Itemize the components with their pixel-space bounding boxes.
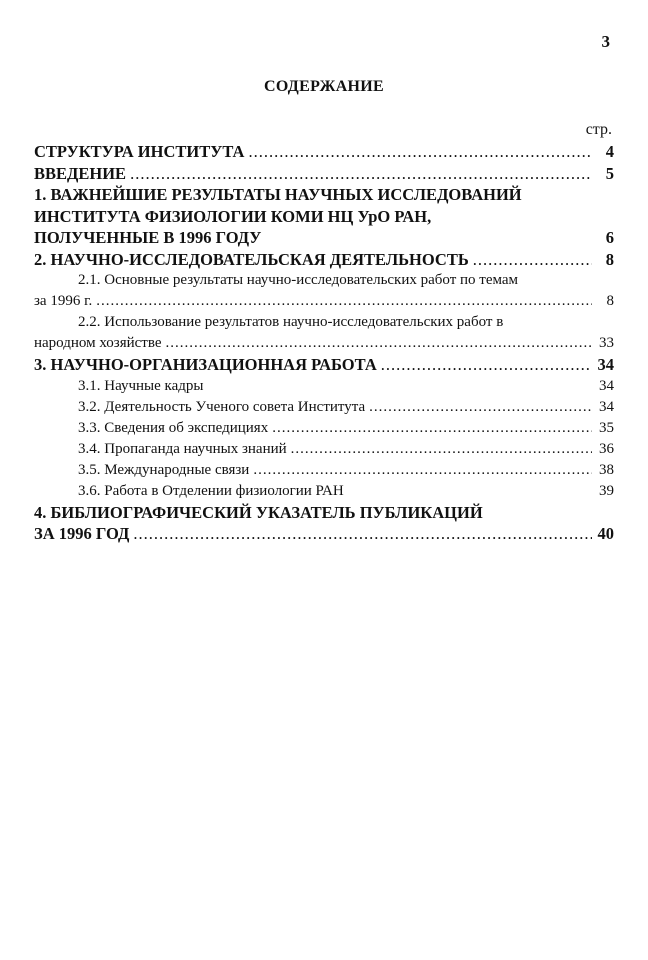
- dot-leader: [248, 141, 592, 163]
- dot-leader: [253, 460, 592, 481]
- dot-leader: [133, 523, 592, 545]
- toc-entry-text-line1: 2.1. Основные результаты научно-исследовательских работ по темам: [78, 272, 519, 288]
- toc-entry-section-2-1: [34, 270, 614, 312]
- toc-entry-text-line1: 1. ВАЖНЕЙШИЕ РЕЗУЛЬТАТЫ НАУЧНЫХ ИССЛЕДОВАНИЙ: [34, 185, 522, 204]
- dot-leader: [130, 163, 592, 185]
- toc-entry-text: 3.2. Деятельность Ученого совета Института: [78, 398, 366, 415]
- toc-entry-page: 6: [605, 228, 614, 247]
- toc-entry-text: 2. НАУЧНО-ИССЛЕДОВАТЕЛЬСКАЯ ДЕЯТЕЛЬНОСТЬ: [34, 249, 469, 269]
- toc-entry-text-line2: ИНСТИТУТА ФИЗИОЛОГИИ КОМИ НЦ УрО РАН,: [34, 206, 432, 226]
- toc-entry-page: 8: [606, 293, 614, 309]
- dot-leader: [381, 354, 592, 376]
- table-of-contents: [34, 141, 614, 545]
- toc-entry-section-1: [34, 184, 614, 249]
- toc-entry-page: 34: [597, 355, 614, 374]
- toc-entry-section-4: [34, 502, 614, 545]
- dot-leader: [291, 439, 592, 460]
- toc-entry-section-3-5: [34, 460, 614, 481]
- toc-entry-section-3-2: [34, 397, 614, 418]
- dot-leader: [96, 291, 592, 312]
- toc-entry-text: 3.4. Пропаганда научных знаний: [78, 440, 287, 457]
- toc-entry-text-line2: ЗА 1996 ГОД: [34, 524, 130, 543]
- toc-entry-text-line1: 4. БИБЛИОГРАФИЧЕСКИЙ УКАЗАТЕЛЬ ПУБЛИКАЦИЙ: [34, 502, 483, 522]
- toc-entry-text-line2: народном хозяйстве: [34, 335, 162, 351]
- toc-entry-section-3: [34, 354, 614, 376]
- toc-entry-page: 36: [599, 440, 614, 457]
- toc-entry-page: 34: [599, 377, 614, 394]
- toc-entry-text: СТРУКТУРА ИНСТИТУТА: [34, 142, 245, 161]
- dot-leader: [166, 333, 592, 354]
- toc-entry-page: 38: [599, 461, 614, 478]
- toc-entry-text: 3.6. Работа в Отделении физиологии РАН: [78, 482, 344, 499]
- toc-entry-text: 3.1. Научные кадры: [78, 377, 204, 394]
- toc-entry-section-2-2: [34, 312, 614, 354]
- toc-entry-page: 5: [605, 163, 614, 183]
- toc-entry-text: 3.5. Международные связи: [78, 461, 250, 478]
- toc-entry-section-3-3: [34, 418, 614, 439]
- toc-entry-structure: [34, 141, 614, 163]
- dot-leader: [369, 397, 592, 418]
- toc-entry-text: 3. НАУЧНО-ОРГАНИЗАЦИОННАЯ РАБОТА: [34, 355, 377, 374]
- pages-column-label: стр.: [585, 121, 612, 138]
- toc-entry-page: 33: [599, 335, 614, 351]
- toc-entry-page: 40: [597, 524, 614, 543]
- toc-entry-text-line2: за 1996 г.: [34, 293, 93, 309]
- toc-entry-section-3-4: [34, 439, 614, 460]
- toc-entry-page: 35: [599, 419, 614, 436]
- toc-entry-page: 39: [599, 482, 614, 499]
- page-number: 3: [601, 32, 610, 51]
- toc-entry-intro: [34, 163, 614, 185]
- toc-entry-page: 8: [605, 249, 614, 269]
- toc-entry-text-line1: 2.2. Использование результатов научно-исследовательских работ в: [78, 314, 504, 330]
- toc-entry-section-3-6: [34, 481, 614, 502]
- toc-entry-section-3-1: [34, 376, 614, 397]
- toc-entry-text: 3.3. Сведения об экспедициях: [78, 419, 269, 436]
- toc-entry-page: 34: [599, 398, 614, 415]
- page-title: СОДЕРЖАНИЕ: [263, 78, 385, 95]
- dot-leader: [272, 418, 592, 439]
- dot-leader: [473, 249, 592, 271]
- toc-entry-page: 4: [605, 142, 614, 161]
- toc-entry-text-line3: ПОЛУЧЕННЫЕ В 1996 ГОДУ: [34, 228, 262, 247]
- toc-entry-text: ВВЕДЕНИЕ: [34, 163, 127, 183]
- toc-entry-section-2: [34, 249, 614, 271]
